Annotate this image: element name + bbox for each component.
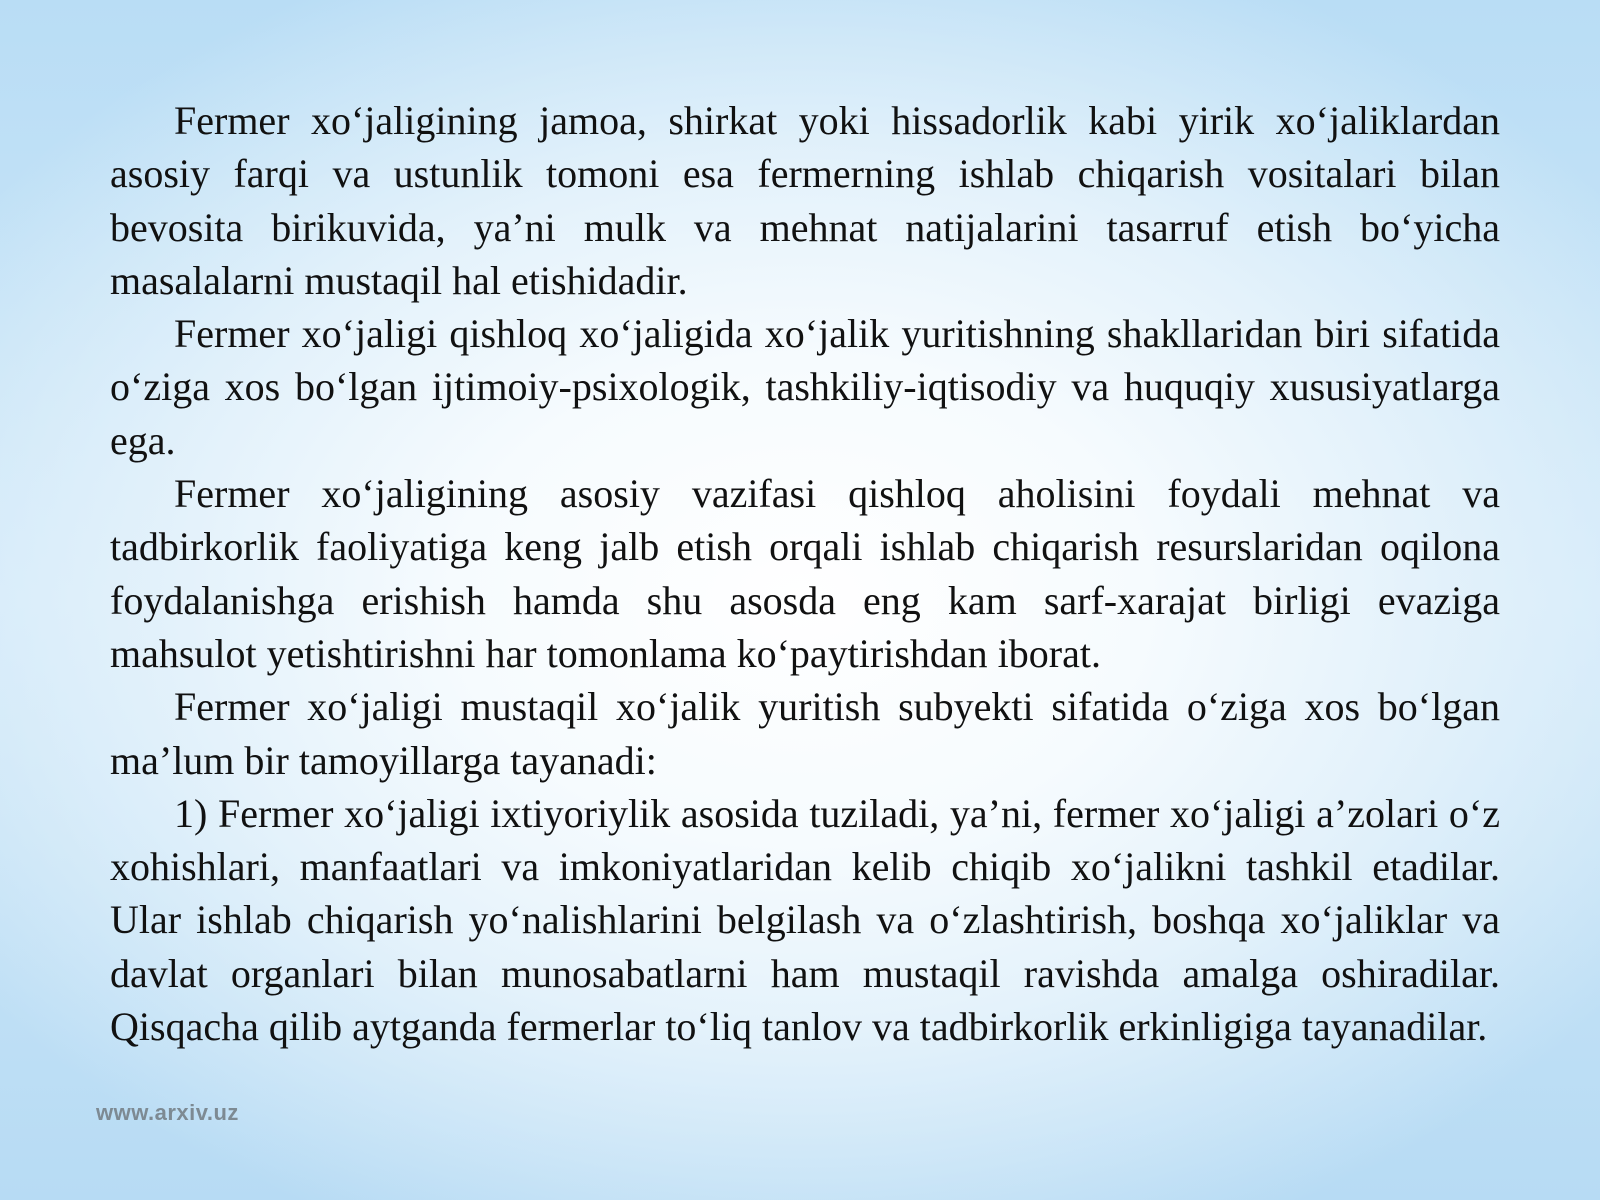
paragraph-5: 1) Fermer xo‘jaligi ixtiyoriylik asosida tuziladi, ya’ni, fermer xo‘jaligi a’zolari o‘z xohishlari, manfaatlari va imkoniyatlaridan kelib chiqib xo‘jalikni tashkil etadilar. Ular ishlab chiqarish yo‘nalishlarini belgilash va o‘zlashtirish, boshqa xo‘jaliklar va davlat organlari bilan munosabatlarni ham mustaqil ravishda amalga oshiradilar. Qisqacha qilib aytganda fermerlar to‘liq tanlov va tadbirkorlik erkinligiga tayanadilar.: [110, 790, 1500, 1050]
paragraph-1: Fermer xo‘jaligining jamoa, shirkat yoki hissadorlik kabi yirik xo‘jaliklardan asosiy farqi va ustunlik tomoni esa fermerning ishlab chiqarish vositalari bilan bevosita birikuvida, ya’ni mulk va mehnat natijalarini tasarruf etish bo‘yicha masalalarni mustaqil hal etishidadir.: [110, 98, 1500, 303]
watermark-text: www.arxiv.uz: [96, 1100, 239, 1125]
paragraph-4: Fermer xo‘jaligi mustaqil xo‘jalik yuritish subyekti sifatida o‘ziga xos bo‘lgan ma’lum bir tamoyillarga tayanadi:: [110, 684, 1500, 783]
slide-body: [110, 94, 1500, 1053]
paragraph-3: Fermer xo‘jaligining asosiy vazifasi qishloq aholisini foydali mehnat va tadbirkorlik faoliyatiga keng jalb etish orqali ishlab chiqarish resurslaridan oqilona foydalanishga erishish hamda shu asosda eng kam sarf-xarajat birligi evaziga mahsulot yetishtirishni har tomonlama ko‘paytirishdan iborat.: [110, 471, 1500, 676]
paragraph-2: Fermer xo‘jaligi qishloq xo‘jaligida xo‘jalik yuritishning shakllaridan biri sifatida o‘ziga xos bo‘lgan ijtimoiy-psixologik, tashkiliy-iqtisodiy va huquqiy xususiyatlarga ega.: [110, 311, 1500, 463]
